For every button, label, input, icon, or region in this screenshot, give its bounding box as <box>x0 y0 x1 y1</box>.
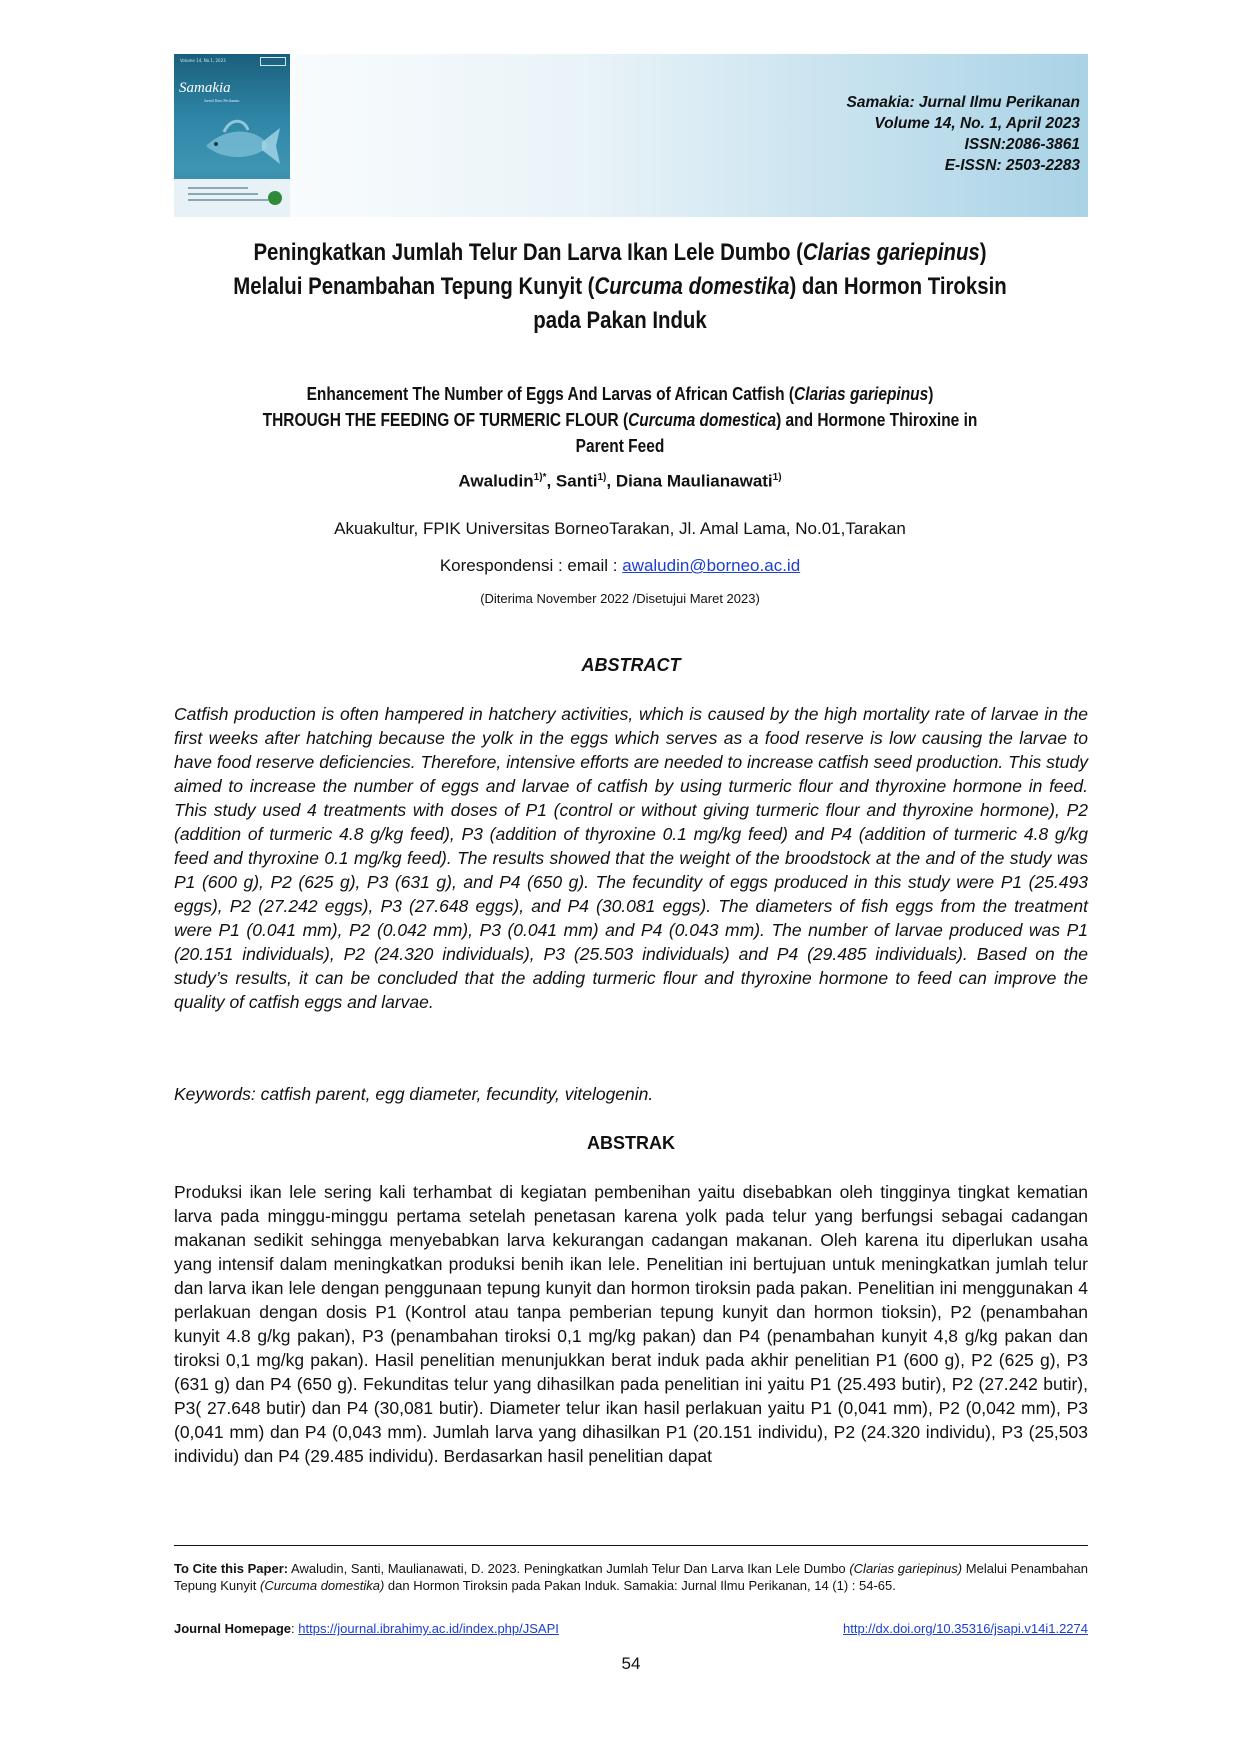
subtitle-line-3: Parent Feed <box>575 436 665 456</box>
homepage-link[interactable]: https://journal.ibrahimy.ac.id/index.php/JSAPI <box>298 1621 559 1636</box>
title-line-1: Peningkatkan Jumlah Telur Dan Larva Ikan Lele Dumbo (Clarias gariepinus) <box>253 239 987 266</box>
paper-title <box>204 236 1037 338</box>
abstrak-heading: ABSTRAK <box>587 1133 675 1153</box>
footer-divider <box>174 1545 1088 1546</box>
author-affiliation: Akuakultur, FPIK Universitas BorneoTarakan, Jl. Amal Lama, No.01,Tarakan <box>334 519 906 538</box>
cover-volume-text: Volume 14, No.1, 2023 <box>180 58 226 63</box>
cover-issn-box <box>260 57 286 66</box>
journal-volume: Volume 14, No. 1, April 2023 <box>874 115 1080 132</box>
cover-text-line <box>188 187 248 189</box>
paper-english-title <box>207 381 1033 459</box>
journal-header-banner <box>174 54 1088 217</box>
journal-name: Samakia: Jurnal Ilmu Perikanan <box>846 94 1080 111</box>
homepage-label: Journal Homepage <box>174 1621 292 1636</box>
subtitle-line-1: Enhancement The Number of Eggs And Larvas of African Catfish (Clarias gariepinus) <box>306 384 934 404</box>
title-line-2: Melalui Penambahan Tepung Kunyit (Curcuma domestika) dan Hormon Tiroksin <box>233 273 1007 300</box>
received-dates: (Diterima November 2022 /Disetujui Maret 2023) <box>480 591 760 606</box>
page-number: 54 <box>621 1654 641 1673</box>
citation-note: To Cite this Paper: Awaludin, Santi, Maulianawati, D. 2023. Peningkatkan Jumlah Telur Dan Larva Ikan Lele Dumbo (Clarias gariepinus) Melalui Penambahan Tepung Kunyit (Curcuma domestika) dan Hormon Tiroksin pada Pakan Induk. Samakia: Jurnal Ilmu Perikanan, 14 (1) : 54-65. <box>174 1561 1089 1593</box>
journal-homepage-line: Journal Homepage: https://journal.ibrahimy.ac.id/index.php/JSAPI http://dx.doi.org/10.35316/jsapi.v14i1.2274 <box>174 1621 1088 1636</box>
title-line-3: pada Pakan Induk <box>533 307 707 334</box>
correspondence <box>200 555 1040 577</box>
abstrak-body: Produksi ikan lele sering kali terhambat di kegiatan pembenihan yaitu disebabkan oleh tingginya tingkat kematian larva pada minggu-minggu pertama setelah penetasan karena yolk pada telur yang berfungsi sebagai cadangan makanan sedikit sehingga menyebabkan larva kekurangan cadangan makanan. Oleh karena itu diperlukan usaha yang intensif dalam meningkatkan produksi benih ikan lele. Penelitian ini bertujuan untuk meningkatkan jumlah telur dan larva ikan lele dengan penggunaan tepung kunyit dan hormon tiroksin pada pakan. Penelitian ini menggunakan 4 perlakuan dengan dosis P1 (Kontrol atau tanpa pemberian tepung kunyit dan hormon tioksin), P2 (penambahan kunyit 4.8 g/kg pakan), P3 (penambahan tiroksi 0,1 mg/kg pakan) dan P4 (penambahan kunyit 4,8 g/kg pakan dan tiroksi 0,1 mg/kg pakan). Hasil penelitian menunjukkan berat induk pada akhir penelitian P1 (600 g), P2 (625 g), P3 (631 g) dan P4 (650 g). Fekunditas telur yang dihasilkan pada penelitian ini yaitu P1 (25.493 butir), P2 (27.242 butir), P3( 27.648 butir) dan P4 (30,081 butir). Diameter telur ikan hasil perlakuan yaitu P1 (0,041 mm), P2 (0,042 mm), P3 (0,041 mm) dan P4 (0,043 mm). Jumlah larva yang dihasilkan P1 (20.151 individu), P2 (24.320 individu), P3 (25,503 individu) dan P4 (29.485 individu). Berdasarkan hasil penelitian dapat <box>174 1182 1088 1466</box>
journal-info-block <box>660 92 1080 176</box>
journal-eissn: E-ISSN: 2503-2283 <box>944 157 1080 174</box>
keywords-text: catfish parent, egg diameter, fecundity, vitelogenin. <box>255 1084 654 1104</box>
cover-bottom-band <box>174 179 290 217</box>
correspondence-label: Korespondensi : email : <box>439 556 623 575</box>
abstract-heading: ABSTRACT <box>581 655 681 675</box>
subtitle-line-2: THROUGH THE FEEDING OF TURMERIC FLOUR (Curcuma domestica) and Hormone Thiroxine in <box>262 410 978 430</box>
keywords <box>174 1082 1088 1106</box>
journal-cover-image <box>174 54 290 217</box>
abstract-body: Catfish production is often hampered in hatchery activities, which is caused by the high mortality rate of larvae in the first weeks after hatching because the yolk in the eggs which serves as a food reserve is low causing the larvae to have food reserve deficiencies. Therefore, intensive efforts are needed to increase catfish seed production. This study aimed to increase the number of eggs and larvae of catfish by using turmeric flour and thyroxine hormone in feed. This study used 4 treatments with doses of P1 (control or without giving turmeric flour and thyroxine hormone), P2 (addition of turmeric 4.8 g/kg feed), P3 (addition of thyroxine 0.1 mg/kg feed) and P4 (addition of turmeric 4.8 g/kg feed and thyroxine 0.1 mg/kg feed). The results showed that the weight of the broodstock at the and of the study was P1 (600 g), P2 (625 g), P3 (631 g), and P4 (650 g). The fecundity of eggs produced in this study were P1 (25.493 eggs), P2 (27.242 eggs), P3 (27.648 eggs), and P4 (30.081 eggs). The diameters of fish eggs from the treatment were P1 (0.041 mm), P2 (0.042 mm), P3 (0.041 mm) and P4 (0.043 mm). The number of larvae produced was P1 (20.151 individuals), P2 (24.320 individuals), P3 (25.503 individuals) and P4 (29.485 individuals). Based on the study’s results, it can be concluded that the adding turmeric flour and thyroxine hormone to feed can improve the quality of catfish eggs and larvae. <box>174 704 1088 1012</box>
author-list: Awaludin$^{1)*}$, Santi$^{1)}$, Diana Maulianawati$^{1)}$ <box>458 471 782 491</box>
university-seal-icon <box>268 191 282 205</box>
cover-logo: Samakia <box>179 80 231 96</box>
journal-issn: ISSN:2086-3861 <box>964 136 1080 153</box>
cover-subtitle: Jurnal Ilmu Perikanan <box>204 98 240 103</box>
doi-link[interactable]: http://dx.doi.org/10.35316/jsapi.v14i1.2274 <box>842 1621 1088 1636</box>
cover-text-line <box>188 193 258 195</box>
cover-text-line <box>188 199 268 201</box>
keywords-label: Keywords: <box>174 1084 256 1104</box>
fish-icon <box>202 116 282 172</box>
email-link[interactable]: awaludin@borneo.ac.id <box>622 556 801 575</box>
